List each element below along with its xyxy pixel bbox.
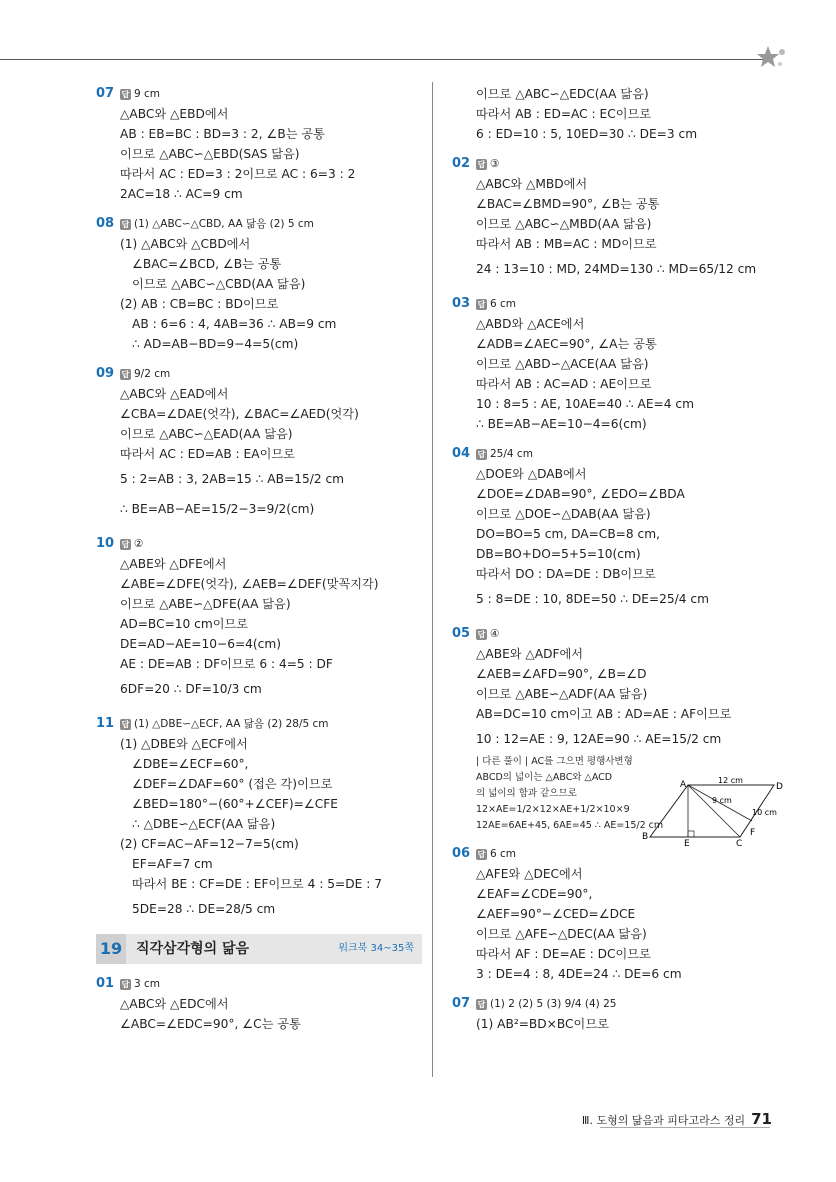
- problem-06: [452, 844, 802, 984]
- answer-tag: 답: [477, 300, 486, 309]
- alt-solution-line: 12AE=6AE+45, 6AE=45 ∴ AE=15/2 cm: [476, 820, 664, 831]
- solution-line: DO=BO=5 cm, DA=CB=8 cm,: [476, 527, 660, 541]
- solution-line: 6DF=20 ∴ DF=10/3 cm: [120, 682, 262, 696]
- solution-line: 이므로 △ABC∽△EDC(AA 닮음): [476, 87, 649, 101]
- solution-line: 이므로 △DOE∽△DAB(AA 닮음): [476, 507, 651, 521]
- solution-line: 5DE=28 ∴ DE=28/5 cm: [132, 902, 276, 916]
- answer-tag: 답: [121, 370, 130, 379]
- problem-number: 11: [96, 716, 115, 731]
- answer-tag: 답: [121, 220, 130, 229]
- problem-03: [452, 294, 802, 434]
- problem-number: 08: [96, 216, 115, 231]
- problem-07-right: [452, 994, 802, 1034]
- vertex-label: B: [642, 832, 649, 842]
- answer: 9 cm: [134, 88, 161, 100]
- solution-line: ∠DOE=∠DAB=90°, ∠EDO=∠BDA: [476, 487, 685, 501]
- left-column: [96, 84, 422, 1044]
- solution-line: △AFE와 △DEC에서: [476, 867, 583, 881]
- alt-solution-line: | 다른 풀이 | AC를 그으면 평행사변형: [476, 756, 633, 767]
- top-rule: [0, 59, 770, 60]
- solution-line: ∠ADB=∠AEC=90°, ∠A는 공통: [476, 337, 657, 351]
- workbook-reference: 워크북 34~35쪽: [338, 943, 414, 954]
- solution-line: 24 : 13=10 : MD, 24MD=130 ∴ MD=65/12 cm: [476, 262, 757, 276]
- section-title: 직각삼각형의 닮음: [136, 941, 250, 957]
- solution-line: EF=AF=7 cm: [132, 857, 213, 871]
- solution-line: (1) △ABC와 △CBD에서: [120, 237, 251, 251]
- vertex-label: C: [736, 839, 743, 849]
- alt-solution-line: ABCD의 넓이는 △ABC와 △ACD: [476, 772, 613, 783]
- solution-line: ∠DBE=∠ECF=60°,: [132, 757, 249, 771]
- solution-line: 따라서 AB : MB=AC : MD이므로: [476, 237, 657, 251]
- solution-line: ∠BAC=∠BCD, ∠B는 공통: [132, 257, 282, 271]
- problem-number: 01: [96, 976, 115, 991]
- solution-line: ∠BED=180°−(60°+∠CEF)=∠CFE: [132, 797, 338, 811]
- solution-line: △ABC와 △EAD에서: [120, 387, 229, 401]
- vertex-label: A: [680, 780, 687, 790]
- solution-line: 따라서 AC : ED=AB : EA이므로: [120, 447, 295, 461]
- solution-line: △ABE와 △DFE에서: [120, 557, 227, 571]
- solution-line: DB=BO+DO=5+5=10(cm): [476, 547, 641, 561]
- answer: ③: [490, 158, 500, 170]
- answer-tag: 답: [477, 850, 486, 859]
- solution-line: △ABC와 △EBD에서: [120, 107, 229, 121]
- answer-tag: 답: [477, 450, 486, 459]
- solution-line: 이므로 △ABD∽△ACE(AA 닮음): [476, 357, 649, 371]
- solution-line: 이므로 △AFE∽△DEC(AA 닮음): [476, 927, 647, 941]
- solution-line: ∠ABE=∠DFE(엇각), ∠AEB=∠DEF(맞꼭지각): [120, 577, 379, 591]
- solution-line: (2) AB : CB=BC : BD이므로: [120, 297, 279, 311]
- solution-line: 이므로 △ABC∽△CBD(AA 닮음): [132, 277, 306, 291]
- solution-line: AB=DC=10 cm이고 AB : AD=AE : AF이므로: [476, 707, 732, 721]
- solution-line: 따라서 AC : ED=3 : 2이므로 AC : 6=3 : 2: [120, 167, 356, 181]
- answer-tag: 답: [477, 1000, 486, 1009]
- problem-number: 09: [96, 366, 115, 381]
- solution-line: AE : DE=AB : DF이므로 6 : 4=5 : DF: [120, 657, 333, 671]
- solution-line: △ABD와 △ACE에서: [476, 317, 585, 331]
- section-number: 19: [96, 934, 126, 964]
- solution-line: 이므로 △ABC∽△EAD(AA 닮음): [120, 427, 293, 441]
- answer: (1) △DBE∽△ECF, AA 닮음 (2) 28/5 cm: [134, 718, 329, 730]
- answer: (1) △ABC∽△CBD, AA 닮음 (2) 5 cm: [134, 218, 314, 230]
- solution-line: ∴ AD=AB−BD=9−4=5(cm): [132, 337, 299, 351]
- answer: 6 cm: [490, 848, 517, 860]
- problem-10: [96, 534, 422, 704]
- length-label: 12 cm: [718, 776, 743, 785]
- problem-number: 06: [452, 846, 471, 861]
- solution-line: 이므로 △ABC∽△MBD(AA 닮음): [476, 217, 652, 231]
- page-footer: [582, 1110, 772, 1128]
- solution-line: (1) AB²=BD×BC이므로: [476, 1017, 609, 1031]
- problem-07: [96, 84, 422, 204]
- problem-08: [96, 214, 422, 354]
- solution-line: AB : EB=BC : BD=3 : 2, ∠B는 공통: [120, 127, 325, 141]
- alt-solution-line: 12×AE=1/2×12×AE+1/2×10×9: [476, 804, 630, 815]
- vertex-label: D: [776, 782, 783, 792]
- solution-line: 5 : 8=DE : 10, 8DE=50 ∴ DE=25/4 cm: [476, 592, 709, 606]
- answer-tag: 답: [477, 630, 486, 639]
- solution-line: ∠EAF=∠CDE=90°,: [476, 887, 593, 901]
- solution-line: 따라서 AB : ED=AC : EC이므로: [476, 107, 652, 121]
- answer-tag: 답: [121, 720, 130, 729]
- solution-line: 3 : DE=4 : 8, 4DE=24 ∴ DE=6 cm: [476, 967, 682, 981]
- problem-11: [96, 714, 422, 924]
- alt-solution-line: 의 넓이의 합과 같으므로: [476, 788, 577, 799]
- answer-tag: 답: [477, 160, 486, 169]
- solution-line: (1) △DBE와 △ECF에서: [120, 737, 248, 751]
- solution-line: ∴ BE=AB−AE=10−4=6(cm): [476, 417, 647, 431]
- section-header: [96, 934, 422, 964]
- column-divider: [432, 82, 433, 1077]
- solution-line: 이므로 △ABE∽△ADF(AA 닮음): [476, 687, 648, 701]
- problem-s01: [96, 974, 422, 1034]
- solution-line: (2) CF=AC−AF=12−7=5(cm): [120, 837, 299, 851]
- solution-line: 이므로 △ABE∽△DFE(AA 닮음): [120, 597, 291, 611]
- problem-number: 07: [452, 996, 471, 1011]
- problem-number: 05: [452, 626, 471, 641]
- vertex-label: E: [684, 839, 690, 849]
- answer: ④: [490, 628, 500, 640]
- chapter-title: Ⅲ. 도형의 닮음과 피타고라스 정리: [581, 1114, 746, 1127]
- problem-04: [452, 444, 802, 614]
- solution-line: 6 : ED=10 : 5, 10ED=30 ∴ DE=3 cm: [476, 127, 698, 141]
- solution-line: 이므로 △ABC∽△EBD(SAS 닮음): [120, 147, 300, 161]
- solution-line: △ABE와 △ADF에서: [476, 647, 584, 661]
- length-label: 10 cm: [752, 808, 777, 817]
- answer: 6 cm: [490, 298, 517, 310]
- solution-line: ∠AEB=∠AFD=90°, ∠B=∠D: [476, 667, 647, 681]
- solution-line: 따라서 AB : AC=AD : AE이므로: [476, 377, 652, 391]
- solution-line: ∠CBA=∠DAE(엇각), ∠BAC=∠AED(엇각): [120, 407, 359, 421]
- solution-line: △ABC와 △EDC에서: [120, 997, 229, 1011]
- solution-line: 따라서 AF : DE=AE : DC이므로: [476, 947, 651, 961]
- solution-line: 2AC=18 ∴ AC=9 cm: [120, 187, 243, 201]
- vertex-label: F: [750, 828, 756, 838]
- solution-line: △DOE와 △DAB에서: [476, 467, 587, 481]
- solution-line: ∠ABC=∠EDC=90°, ∠C는 공통: [120, 1017, 301, 1031]
- solution-line: ∠BAC=∠BMD=90°, ∠B는 공통: [476, 197, 660, 211]
- length-label: 9 cm: [712, 796, 732, 805]
- solution-line: AB : 6=6 : 4, 4AB=36 ∴ AB=9 cm: [132, 317, 337, 331]
- answer: ②: [134, 538, 144, 550]
- answer: 3 cm: [134, 978, 161, 990]
- solution-line: AD=BC=10 cm이므로: [120, 617, 249, 631]
- solution-line: 10 : 12=AE : 9, 12AE=90 ∴ AE=15/2 cm: [476, 732, 722, 746]
- problem-02: [452, 154, 802, 284]
- problem-09: [96, 364, 422, 524]
- problem-number: 02: [452, 156, 471, 171]
- problem-number: 03: [452, 296, 471, 311]
- solution-line: DE=AD−AE=10−6=4(cm): [120, 637, 282, 651]
- solution-line: 따라서 BE : CF=DE : EF이므로 4 : 5=DE : 7: [132, 877, 382, 891]
- solution-line: ∠AEF=90°−∠CED=∠DCE: [476, 907, 636, 921]
- solution-line: 5 : 2=AB : 3, 2AB=15 ∴ AB=15/2 cm: [120, 472, 345, 486]
- problem-number: 04: [452, 446, 471, 461]
- answer: 9/2 cm: [134, 368, 171, 380]
- solution-line: △ABC와 △MBD에서: [476, 177, 588, 191]
- solution-line: ∴ BE=AB−AE=15/2−3=9/2(cm): [120, 502, 315, 516]
- star-icon: [756, 44, 788, 74]
- solution-line: ∴ △DBE∽△ECF(AA 닮음): [132, 817, 276, 831]
- answer-tag: 답: [121, 540, 130, 549]
- page-number: 71: [751, 1110, 772, 1128]
- answer: 25/4 cm: [490, 448, 533, 460]
- problem-number: 10: [96, 536, 115, 551]
- answer-tag: 답: [121, 980, 130, 989]
- solution-line: 10 : 8=5 : AE, 10AE=40 ∴ AE=4 cm: [476, 397, 694, 411]
- solution-line: 따라서 DO : DA=DE : DB이므로: [476, 567, 656, 581]
- parallelogram-diagram: [640, 776, 783, 849]
- solution-line: ∠DEF=∠DAF=60° (접은 각)이므로: [132, 777, 333, 791]
- problem-01-continued: [452, 84, 802, 144]
- problem-number: 07: [96, 86, 115, 101]
- answer-tag: 답: [121, 90, 130, 99]
- right-column: [452, 84, 802, 1044]
- answer: (1) 2 (2) 5 (3) 9/4 (4) 25: [490, 998, 617, 1010]
